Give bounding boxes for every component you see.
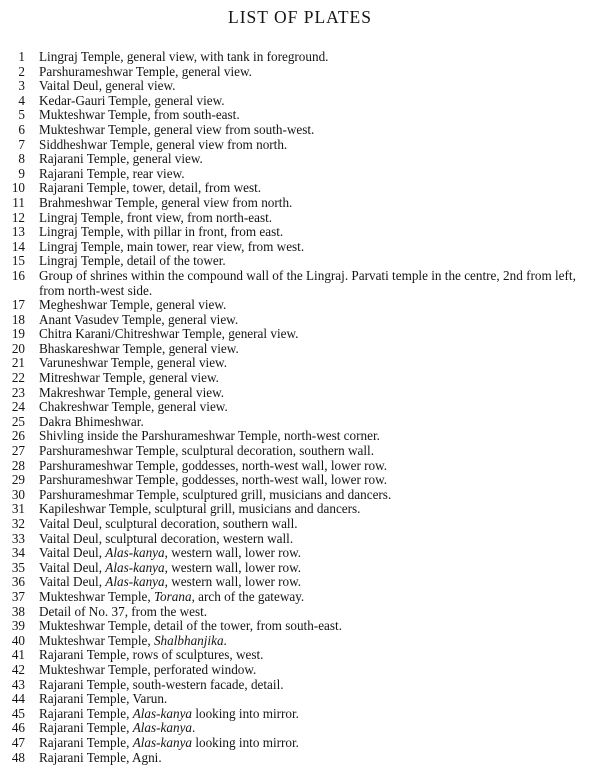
plate-caption-text: Lingraj Temple, main tower, rear view, from west. xyxy=(39,238,305,254)
plate-caption-text: Rajarani Temple, south-western facade, detail. xyxy=(39,676,284,692)
plate-entry xyxy=(4,181,594,196)
plate-caption xyxy=(39,94,594,109)
plate-entry xyxy=(4,561,594,576)
plate-entry xyxy=(4,429,594,444)
plate-number: 40 xyxy=(11,632,25,648)
plate-number: 42 xyxy=(11,661,25,677)
plate-caption xyxy=(39,678,594,693)
plate-caption-text: Vaital Deul, xyxy=(39,559,106,575)
plate-caption xyxy=(39,269,594,298)
plate-caption-text: Bhaskareshwar Temple, general view. xyxy=(39,340,239,356)
plate-number: 14 xyxy=(11,238,25,254)
plate-number: 4 xyxy=(18,92,25,108)
plate-entry xyxy=(4,415,594,430)
plate-number: 36 xyxy=(11,574,25,590)
plate-caption xyxy=(39,356,594,371)
plate-caption-italic: Alas-kanya xyxy=(105,559,165,575)
plate-number: 19 xyxy=(11,326,25,342)
plate-caption xyxy=(39,152,594,167)
plate-entry xyxy=(4,502,594,517)
plate-caption-text: Brahmeshwar Temple, general view from north. xyxy=(39,194,293,210)
plate-number: 47 xyxy=(11,734,25,750)
plate-caption xyxy=(39,181,594,196)
plate-caption xyxy=(39,517,594,532)
plate-caption xyxy=(39,240,594,255)
plate-caption-text: . xyxy=(192,720,196,736)
plate-caption-italic: Shalbhanjika xyxy=(153,632,224,648)
plate-number: 11 xyxy=(12,194,25,210)
plate-entry xyxy=(4,532,594,547)
plate-number: 22 xyxy=(11,370,25,386)
plate-number: 33 xyxy=(11,530,25,546)
plate-caption-text: Rajarani Temple, rows of sculptures, west. xyxy=(39,647,264,663)
plate-caption xyxy=(39,400,594,415)
plate-caption xyxy=(39,721,594,736)
plate-caption xyxy=(39,561,594,576)
plate-caption-text: , western wall, lower row. xyxy=(164,559,302,575)
plate-caption xyxy=(39,211,594,226)
plate-caption-text: Rajarani Temple, xyxy=(39,734,133,750)
plate-caption-text: Vaital Deul, general view. xyxy=(39,78,176,94)
plate-caption-text: Siddheshwar Temple, general view from north. xyxy=(39,136,288,152)
plate-number: 1 xyxy=(18,49,25,64)
plate-number: 24 xyxy=(11,399,25,415)
plate-number: 17 xyxy=(11,297,25,313)
plate-caption xyxy=(39,619,594,634)
plate-caption-text: Parshurameshwar Temple, goddesses, north-west wall, lower row. xyxy=(39,457,388,473)
plate-number: 7 xyxy=(18,136,25,152)
page-title: LIST OF PLATES xyxy=(228,7,372,27)
plate-caption-italic: Alas-kanya xyxy=(132,720,193,736)
plate-number: 34 xyxy=(11,545,25,561)
plate-caption-text: Parshurameshwar Temple, goddesses, north-west wall, lower row. xyxy=(39,472,388,488)
plate-entry xyxy=(4,94,594,109)
plate-caption-text: Vaital Deul, xyxy=(39,545,106,561)
plate-caption xyxy=(39,663,594,678)
plate-caption xyxy=(39,371,594,386)
plate-caption xyxy=(39,575,594,590)
plate-entry xyxy=(4,225,594,240)
plate-caption xyxy=(39,473,594,488)
plate-number: 31 xyxy=(11,501,25,517)
plate-number: 28 xyxy=(11,457,25,473)
plate-number: 39 xyxy=(11,618,25,634)
plate-caption-text: Mukteshwar Temple, perforated window. xyxy=(39,661,257,677)
plate-entry xyxy=(4,298,594,313)
plate-entry xyxy=(4,254,594,269)
plate-number: 37 xyxy=(11,588,25,604)
plate-number: 20 xyxy=(11,340,25,356)
plate-caption-text: Anant Vasudev Temple, general view. xyxy=(39,311,239,327)
plate-entry xyxy=(4,167,594,182)
plate-caption-text: Lingraj Temple, front view, from north-east. xyxy=(39,209,273,225)
plate-number: 13 xyxy=(11,224,25,240)
plate-entry xyxy=(4,619,594,634)
plate-entry xyxy=(4,459,594,474)
plate-caption-text: , western wall, lower row. xyxy=(164,545,302,561)
plate-number: 30 xyxy=(11,486,25,502)
plate-number: 48 xyxy=(11,749,25,765)
plate-entry xyxy=(4,605,594,620)
plate-entry xyxy=(4,269,594,298)
plate-entry xyxy=(4,138,594,153)
plate-entry xyxy=(4,196,594,211)
plate-entry xyxy=(4,575,594,590)
plate-caption-text: Lingraj Temple, detail of the tower. xyxy=(39,253,226,269)
plate-caption xyxy=(39,50,594,65)
plate-caption xyxy=(39,546,594,561)
plate-caption-text: Lingraj Temple, general view, with tank in foreground. xyxy=(39,49,329,64)
plate-number: 25 xyxy=(11,413,25,429)
plate-caption-text: Chakreshwar Temple, general view. xyxy=(39,399,228,415)
plate-number: 29 xyxy=(11,472,25,488)
plate-entry xyxy=(4,342,594,357)
plate-caption xyxy=(39,429,594,444)
plate-caption-text: Parshurameshmar Temple, sculptured grill, musicians and dancers. xyxy=(39,486,392,502)
plate-caption-text: . xyxy=(223,632,227,648)
plate-caption xyxy=(39,327,594,342)
plate-caption xyxy=(39,167,594,182)
plate-entry xyxy=(4,386,594,401)
plate-caption xyxy=(39,79,594,94)
plate-caption xyxy=(39,123,594,138)
plate-caption-text: Parshurameshwar Temple, general view. xyxy=(39,63,252,79)
plate-caption-text: Rajarani Temple, xyxy=(39,720,133,736)
plate-entry xyxy=(4,400,594,415)
plate-caption xyxy=(39,488,594,503)
plate-caption-text: Kedar-Gauri Temple, general view. xyxy=(39,92,225,108)
plate-caption-text: Rajarani Temple, xyxy=(39,705,133,721)
plate-caption-text: Mukteshwar Temple, general view from south-west. xyxy=(39,121,315,137)
plate-caption-text: , western wall, lower row. xyxy=(164,574,302,590)
plate-caption xyxy=(39,254,594,269)
plate-caption-italic: Alas-kanya xyxy=(132,705,193,721)
plate-caption-text: looking into mirror. xyxy=(192,705,299,721)
plate-number: 43 xyxy=(11,676,25,692)
plate-number: 5 xyxy=(18,107,25,123)
plate-caption xyxy=(39,65,594,80)
plate-caption xyxy=(39,692,594,707)
plate-entry xyxy=(4,356,594,371)
plate-entry xyxy=(4,108,594,123)
plate-caption xyxy=(39,108,594,123)
plate-caption-text: Rajarani Temple, tower, detail, from west. xyxy=(39,180,262,196)
plate-entry xyxy=(4,240,594,255)
plate-caption xyxy=(39,502,594,517)
plate-caption-italic: Alas-kanya xyxy=(105,545,165,561)
plate-entry xyxy=(4,211,594,226)
plate-entry xyxy=(4,751,594,766)
plate-number: 15 xyxy=(11,253,25,269)
plate-number: 8 xyxy=(18,151,25,167)
plate-number: 38 xyxy=(11,603,25,619)
plate-number: 10 xyxy=(11,180,25,196)
plate-caption xyxy=(39,342,594,357)
plate-caption-text: , arch of the gateway. xyxy=(191,588,305,604)
plate-entry xyxy=(4,65,594,80)
plate-caption xyxy=(39,707,594,722)
plate-number: 18 xyxy=(11,311,25,327)
plate-number: 41 xyxy=(11,647,25,663)
plate-caption-text: Kapileshwar Temple, sculptural grill, musicians and dancers. xyxy=(39,501,361,517)
plate-number: 9 xyxy=(18,165,25,181)
plate-caption xyxy=(39,225,594,240)
plate-caption-italic: Alas-kanya xyxy=(105,574,165,590)
plate-caption xyxy=(39,605,594,620)
plate-caption-text: Lingraj Temple, with pillar in front, from east. xyxy=(39,224,284,240)
plate-number: 44 xyxy=(11,691,25,707)
plate-caption-text: Parshurameshwar Temple, sculptural decoration, southern wall. xyxy=(39,443,375,459)
plate-caption-text: Mukteshwar Temple, xyxy=(39,632,154,648)
plate-caption-text: Detail of No. 37, from the west. xyxy=(39,603,208,619)
plate-caption-text: looking into mirror. xyxy=(192,734,299,750)
plate-caption-text: Mitreshwar Temple, general view. xyxy=(39,370,219,386)
plate-caption-text: Vaital Deul, sculptural decoration, western wall. xyxy=(39,530,294,546)
plate-entry xyxy=(4,590,594,605)
plate-number: 27 xyxy=(11,443,25,459)
plate-entry xyxy=(4,736,594,751)
plate-entry xyxy=(4,678,594,693)
plate-caption-text: Mukteshwar Temple, from south-east. xyxy=(39,107,240,123)
plate-entry xyxy=(4,371,594,386)
plate-entry xyxy=(4,663,594,678)
plate-number: 35 xyxy=(11,559,25,575)
plate-entry xyxy=(4,327,594,342)
plate-number: 6 xyxy=(18,121,25,137)
plate-caption-text: Megheshwar Temple, general view. xyxy=(39,297,227,313)
plates-list xyxy=(4,50,594,765)
plate-entry xyxy=(4,517,594,532)
plate-entry xyxy=(4,546,594,561)
plate-caption-text: Mukteshwar Temple, detail of the tower, from south-east. xyxy=(39,618,343,634)
plate-caption-text: Group of shrines within the compound wall of the Lingraj. Parvati temple in the centre, 2nd from left, from north-west side. xyxy=(39,267,576,298)
plate-entry xyxy=(4,721,594,736)
plate-caption xyxy=(39,415,594,430)
plate-caption-text: Shivling inside the Parshurameshwar Temple, north-west corner. xyxy=(39,428,380,444)
plate-entry xyxy=(4,79,594,94)
plate-number: 32 xyxy=(11,516,25,531)
plate-entry xyxy=(4,473,594,488)
plate-caption xyxy=(39,138,594,153)
plate-caption-text: Mukteshwar Temple, xyxy=(39,588,154,604)
plate-number: 26 xyxy=(11,428,25,444)
plate-caption-text: Rajarani Temple, Agni. xyxy=(39,749,162,765)
plate-caption-text: Rajarani Temple, rear view. xyxy=(39,165,185,181)
plate-caption-text: Chitra Karani/Chitreshwar Temple, general view. xyxy=(39,326,299,342)
plate-entry xyxy=(4,648,594,663)
plate-entry xyxy=(4,123,594,138)
plate-caption xyxy=(39,634,594,649)
plate-caption xyxy=(39,648,594,663)
plate-caption-text: Rajarani Temple, general view. xyxy=(39,151,203,167)
plate-caption-italic: Torana xyxy=(153,588,192,604)
plate-number: 23 xyxy=(11,384,25,400)
plate-caption-text: Makreshwar Temple, general view. xyxy=(39,384,225,400)
plate-entry xyxy=(4,692,594,707)
plate-entry xyxy=(4,444,594,459)
plate-number: 16 xyxy=(11,267,25,283)
plate-caption xyxy=(39,313,594,328)
plate-caption-text: Dakra Bhimeshwar. xyxy=(39,413,144,429)
plate-number: 12 xyxy=(11,209,25,225)
plate-number: 3 xyxy=(18,78,25,94)
plate-caption xyxy=(39,444,594,459)
plate-entry xyxy=(4,313,594,328)
plate-caption-text: Varuneshwar Temple, general view. xyxy=(39,355,228,371)
plate-caption-text: Rajarani Temple, Varun. xyxy=(39,691,168,707)
plate-caption-italic: Alas-kanya xyxy=(132,734,193,750)
plate-entry xyxy=(4,50,594,65)
plate-caption xyxy=(39,459,594,474)
plate-caption xyxy=(39,196,594,211)
plate-entry xyxy=(4,634,594,649)
plate-caption-text: Vaital Deul, xyxy=(39,574,106,590)
plate-caption xyxy=(39,532,594,547)
plate-number: 46 xyxy=(11,720,25,736)
plate-entry xyxy=(4,488,594,503)
plate-entry xyxy=(4,707,594,722)
plate-number: 2 xyxy=(18,63,25,79)
plate-number: 45 xyxy=(11,705,25,721)
plate-caption xyxy=(39,298,594,313)
plate-caption-text: Vaital Deul, sculptural decoration, southern wall. xyxy=(39,516,298,531)
plate-caption xyxy=(39,751,594,766)
plate-entry xyxy=(4,152,594,167)
plate-caption xyxy=(39,590,594,605)
plate-caption xyxy=(39,386,594,401)
plate-caption xyxy=(39,736,594,751)
plate-number: 21 xyxy=(11,355,25,371)
